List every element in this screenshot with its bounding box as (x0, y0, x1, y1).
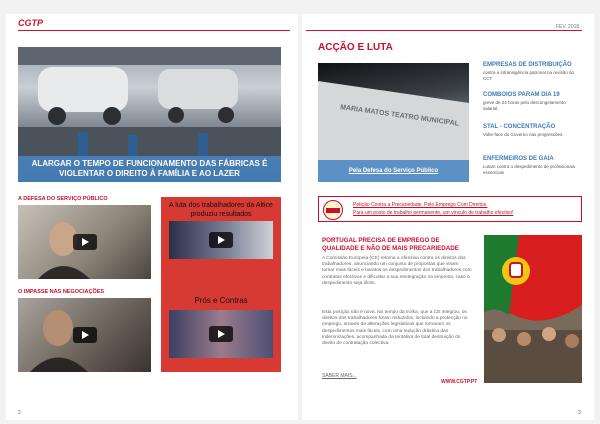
altice-video-thumbnail[interactable] (169, 221, 273, 259)
news-text: greve de 24 horas pelo descongelamento salarial. (483, 100, 566, 111)
news-text: contra a intransigência patronal na revisão do CCT (483, 70, 575, 81)
video1-thumbnail[interactable] (18, 205, 151, 279)
news-title[interactable]: STAL - CONCENTRAÇÃO (483, 124, 556, 130)
news-text: Volte-face do Governo nas progressões. (483, 132, 564, 137)
article-paragraph: A Comissão Europeia (CE) retoma a ofensiva contra os direitos dos trabalhadores, anunciando um conjunto de propostas que visam tornar mais fáceis e baratos os despedimentos dos trabalhadores com contratos efectivos e dificultar a sua reintegração na empresa, caso o despedimento seja ilícito. (322, 256, 472, 286)
petition-link-1[interactable]: Petição Contra a Precariedade, Pelo Emprego Com Direitos. (353, 202, 488, 208)
news-title[interactable]: ENFERMEIROS DE GAIA (483, 156, 554, 162)
article-paragraph: Esta posição não é nova. No tempo da troika, que a CE integrou, os direitos dos trabalhadores foram reduzidos, incluindo a protecção no emprego, através de alterações legislativas que tornaram os despedimentos mais fáceis, com uma redução drástica das indemnizações, acompanhada da tentativa de total destruição do direito de contratação colectiva. (322, 310, 468, 347)
play-icon[interactable] (209, 232, 233, 248)
portuguese-flag-illustration (484, 235, 582, 383)
saber-mais-link[interactable]: SABER MAIS... (322, 373, 357, 379)
header-rule-right (306, 30, 582, 31)
video2-title: O IMPASSE NAS NEGOCIAÇÕES (18, 289, 105, 295)
news-title[interactable]: COMBOIOS PARAM DIA 19 (483, 92, 560, 98)
pros-contras-title: Prós e Contras (194, 296, 248, 305)
play-icon[interactable] (209, 326, 233, 342)
page-number-left: 2 (18, 410, 21, 416)
altice-red-box (161, 197, 281, 372)
cgtp-logo: CGTP (18, 18, 44, 28)
website-link[interactable]: WWW.CGTP.PT (441, 379, 478, 385)
page-number-right: 3 (578, 410, 581, 416)
video1-title: A DEFESA DO SERVIÇO PÚBLICO (18, 196, 108, 202)
play-icon[interactable] (73, 234, 97, 250)
altice-title: A luta dos trabalhadores da Altice produziu resultados (169, 202, 273, 218)
news-text: Lutam contra o despedimento de profissionais essenciais (483, 164, 576, 175)
issue-date: FEV. 2018 (556, 24, 580, 30)
building-photo[interactable] (318, 63, 469, 160)
news-title[interactable]: EMPRESAS DE DISTRIBUIÇÃO (483, 62, 572, 68)
play-icon[interactable] (73, 327, 97, 343)
hero-caption[interactable]: ALARGAR O TEMPO DE FUNCIONAMENTO DAS FÁBRICAS É VIOLENTAR O DIREITO À FAMÍLIA E AO LAZER (18, 156, 281, 182)
section-title: ACÇÃO E LUTA (318, 42, 393, 53)
video2-thumbnail[interactable] (18, 298, 151, 372)
svg-text:MARIA MATOS TEATRO MUNICIPAL: MARIA MATOS TEATRO MUNICIPAL (339, 104, 460, 128)
article-title: PORTUGAL PRECISA DE EMPREGO DE QUALIDADE E NÃO DE MAIS PRECARIEDADE (322, 237, 459, 252)
petition-link-2[interactable]: Para um posto de trabalho permanente, um vínculo de trabalho efectivo! (353, 210, 514, 216)
building-caption[interactable]: Pela Defesa do Serviço Público (318, 160, 469, 182)
building-facade (318, 63, 469, 160)
petition-seal-icon (323, 200, 343, 220)
flag-crowd-photo[interactable] (484, 235, 582, 383)
header-rule-left (18, 30, 290, 31)
petition-banner[interactable] (318, 196, 582, 222)
pros-contras-video-thumbnail[interactable] (169, 310, 273, 358)
